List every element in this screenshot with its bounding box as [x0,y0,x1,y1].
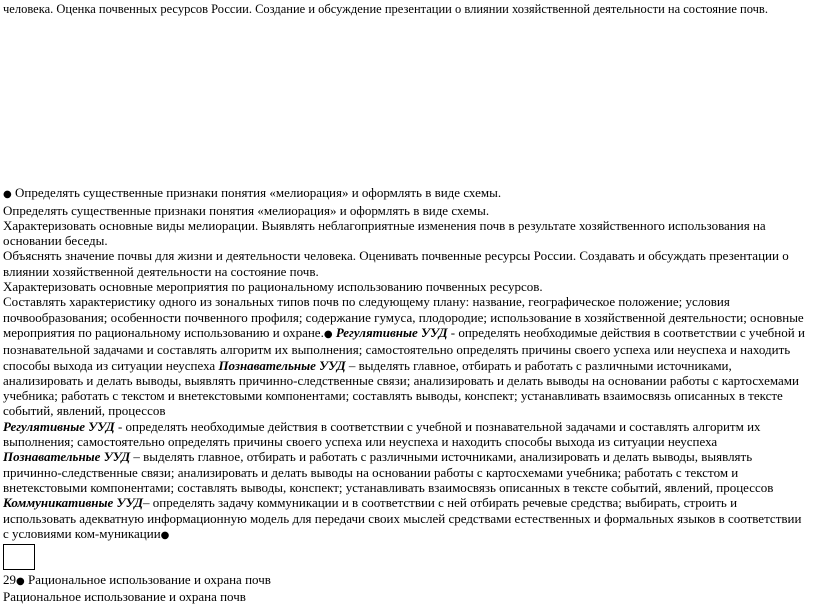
cognitive-label: Познавательные УУД [218,357,346,373]
row-heading [3,572,816,589]
paragraph-6 [3,294,816,418]
paragraph-8 [3,495,816,543]
regulative-label: Регулятивные УУД [335,324,448,340]
paragraph-1 [3,185,816,202]
row-number: 29 [3,572,16,588]
communicative-label: Коммуникативные УУД [3,495,143,511]
paragraph-5: Характеризовать основные мероприятия по рациональному использованию почвенных ресурсов. [3,279,543,295]
row-title: Рациональное использование и охрана почв [24,572,271,588]
empty-table-cell [3,544,35,570]
bullet-icon: ● [16,576,25,588]
regulative-label-2: Регулятивные УУД [3,418,115,434]
communicative-text: – определять задачу коммуникации и в соответствии с ней отбирать речевые средства; выбирать, строить и использовать адекватную информационную модель для передачи своих мыслей средствами естественных и формальных языков в соответствии с условиями ком-муникации [3,495,802,541]
paragraph-4: Объяснять значение почвы для жизни и деятельности человека. Оценивать почвенные ресурсы России. Создавать и обсуждать презентации о влиянии хозяйственной деятельности на состояние почв. [3,248,789,279]
cognitive-text-2: – выделять главное, отбирать и работать с различными источниками, анализировать и делать выводы, выявлять причинно-следственные связи; анализировать и делать выводы на основании работы с картосхемами учебника; работать с текстом и внетекстовыми компонентами; составлять выводы, конспект; устанавливать взаимосвязь описанных в тексте событий, явлений, процессов [3,449,774,495]
blank-area [3,17,816,185]
paragraph-7 [3,419,816,495]
paragraph-2: Определять существенные признаки понятия «мелиорация» и оформлять в виде схемы. [3,202,490,218]
top-line: человека. Оценка почвенных ресурсов России. Создание и обсуждение презентации о влиянии хозяйственной деятельности на состояние почв. [3,2,768,16]
paragraph-6-text: Составлять характеристику одного из зональных типов почв по следующему плану: название, географическое положение; условия почвообразования; особенности почвенного профиля; содержание гумуса, плодородие; использование в хозяйственной деятельности; основные мероприятия по рациональному использованию и охране. [3,294,804,340]
cognitive-text: – выделять главное, отбирать и работать с различными источниками, анализировать и делать выводы, выявлять причинно-следственные связи; анализировать и делать выводы на основании работы с картосхемами учебника; работать с текстом и внетекстовыми компонентами; составлять выводы, конспект; устанавливать взаимосвязь описанных в тексте событий, явлений, процессов [3,357,799,419]
cognitive-label-2: Познавательные УУД [3,449,131,465]
paragraph-1-text: Определять существенные признаки понятия «мелиорация» и оформлять в виде схемы. [14,185,502,201]
regulative-text: - определять необходимые действия в соответствии с учебной и познавательной задачами и составлять алгоритм их выполнения; самостоятельно определять причины своего успеха или неуспеха и находить способы выхода из ситуации неуспеха [3,324,805,373]
bullet-icon: ● [160,529,170,541]
regulative-text-2: - определять необходимые действия в соответствии с учебной и познавательной задачами и составлять алгоритм их выполнения; самостоятельно определять причины своего успеха или неуспеха и находить способы выхода из ситуации неуспеха [3,418,761,450]
document-body [3,185,816,604]
bullet-icon: ● [3,189,12,201]
bullet-icon: ● [323,328,333,340]
last-line: Рациональное использование и охрана почв [3,589,246,605]
paragraph-3: Характеризовать основные виды мелиорации. Выявлять неблагоприятные изменения почв в результате хозяйственного использования на основании беседы. [3,217,766,249]
